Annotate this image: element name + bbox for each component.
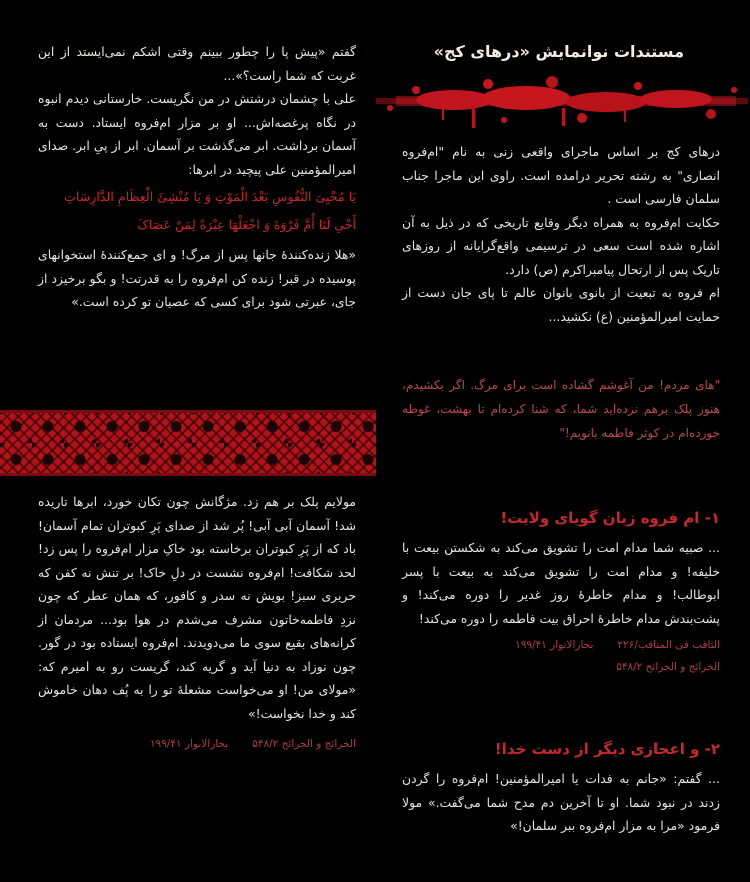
verse-translation: «هلا زنده‌کنندهٔ جانها پس از مرگ! و ای جمع‌کنندهٔ استخوانهای پوسیده در قبر! زنده کن ام‌فروه را به قدرتت! و بگو برخیزد از جای، عبرتی شود برای کسی که عصیان تو کرده است.» <box>38 247 356 309</box>
paragraph: ام فروه به تبعیت از بانوی بانوان عالم تا پای جان دست از حمایت امیرالمؤمنین (ع) نکشید... <box>402 285 720 324</box>
page-title: مستندات نوانمایش «درهای کج» <box>433 42 684 61</box>
intro-text <box>402 140 720 328</box>
blood-splatter-icon <box>376 68 748 134</box>
section-text: ... صبیه شما مدام امت را تشویق می‌کند به شکستن بیعت با خلیفه! و مدام امت را تشویق می‌کند به بیعت با پسر ابوطالب! و مدام خاطرهٔ روز غدیر را دوره می‌کند! و پشت‌بندش مدام خاطرهٔ احراق بیت فاطمه را دوره می‌کند! <box>402 540 720 626</box>
ornament-band <box>0 410 376 476</box>
section-2 <box>402 737 720 838</box>
reference: بحارالانوار ۱۹۹/۴۱ <box>515 639 594 651</box>
paragraph: درهای کج بر اساس ماجرای واقعی زنی به نام "ام‌فروه انصاری" به رشته تحریر درامده است. راوی این ماجرا جناب سلمان فارسی است . <box>402 144 720 206</box>
paragraph: گفتم «پیش پا را چطور ببینم وقتی اشکم نمی‌ایستد از این غربت که شما راست؟»... <box>38 44 356 83</box>
reference: بحارالانوار ۱۹۹/۴۱ <box>149 738 229 750</box>
quote-text: "های مردم! من آغوشم گشاده است برای مرگ. اگر بکشیدم، هنوز پلک برهم نزده‌اید شما، که شنا کرده‌ام تا بهشت، غوطه خورده‌ام در کوثر فاطمه بانویم!" <box>402 378 720 440</box>
quote-block <box>402 373 720 445</box>
arabic-verse-line: یَا مُحْیِیَ النُّفُوسِ بَعْدَ الْمَوْتِ وَ یَا مُنْشِئَ الْعِظَامِ الدَّارِسَاتِ <box>64 189 356 204</box>
reference: الخرائج و الجرائح ۵۴۸/۲ <box>616 661 720 673</box>
section-title: ۲- و اعجازی دیگر از دست خدا! <box>494 740 720 758</box>
section-title: ۱- ام فروه زبان گویای ولایت! <box>500 509 720 527</box>
arabic-verse-line: أَحْیِ لَنَا أُمَّ فَرْوَةَ وَ اجْعَلْهَا عِبْرَةً لِمَنْ عَصَاکَ <box>137 217 356 232</box>
section-1 <box>402 506 720 678</box>
paragraph: مولایم پلک بر هم زد. مژگانش چون تکان خورد، ابرها تاریده شد! آسمان آبی آبی! پُر شد از صدای پَرِ کبوتران تمام آسمان! باد که از پَرِ کبوتران برخاسته بود خاکِ مزار ام‌فروه را پس زد! لحد شکافت! ام‌فروه نشست در دلِ خاک! بر تنش نه کفن که حریری سبز! بویش نه سدر و کافور، که همان عطر که چون نزدِ فاطمه‌خاتون مشرف می‌شدم در هوا بود... مردمان از کرانه‌های بقیع سوی ما می‌دویدند. ام‌فروه ایستاده بود در گور. چون نوزاد به دنیا آید و گریه کند، گریست رو به امیرم که: «مولای من! او می‌خواست مشعلهٔ تو را به پُف دهان خاموش کند و خدا نخواست!» <box>38 494 356 721</box>
reference: الخرائج و الجرائح ۵۴۸/۲ <box>252 738 356 750</box>
left-bottom-text <box>38 490 356 755</box>
left-top-text <box>38 40 356 314</box>
paragraph: علی با چشمان درشتش در من نگریست. خارستانی دیدم انبوه در نگاه پرغصه‌اش... او بر مزار ام‌فروه ایستاد. دست به آسمان برداشت. ابر می‌گذشت بر آسمان. ابر از پیِ ابر. صدای امیرالمؤمنین علی پیچید در ابرها: <box>38 91 356 177</box>
section-text: ... گفتم: «جانم به فدات یا امیرالمؤمنین! ام‌فروه را گردن زدند در نبود شما. او تا آخرین دم مدح شما می‌گفت.» مولا فرمود «مرا به مزار ام‌فروه ببر سلمان!» <box>402 771 720 833</box>
header <box>434 42 684 61</box>
paragraph: حکایت ام‌فروه به همراه دیگر وقایع تاریخی که در ذیل به آن اشاره شده است سعی در ترسیمی واقع‌گرایانه از روزهای تاریک پس از ارتحال پیامبراکرم (ص) دارد. <box>402 214 720 277</box>
reference: الثاقب فی المناقب/۲۲۶ <box>617 639 720 651</box>
